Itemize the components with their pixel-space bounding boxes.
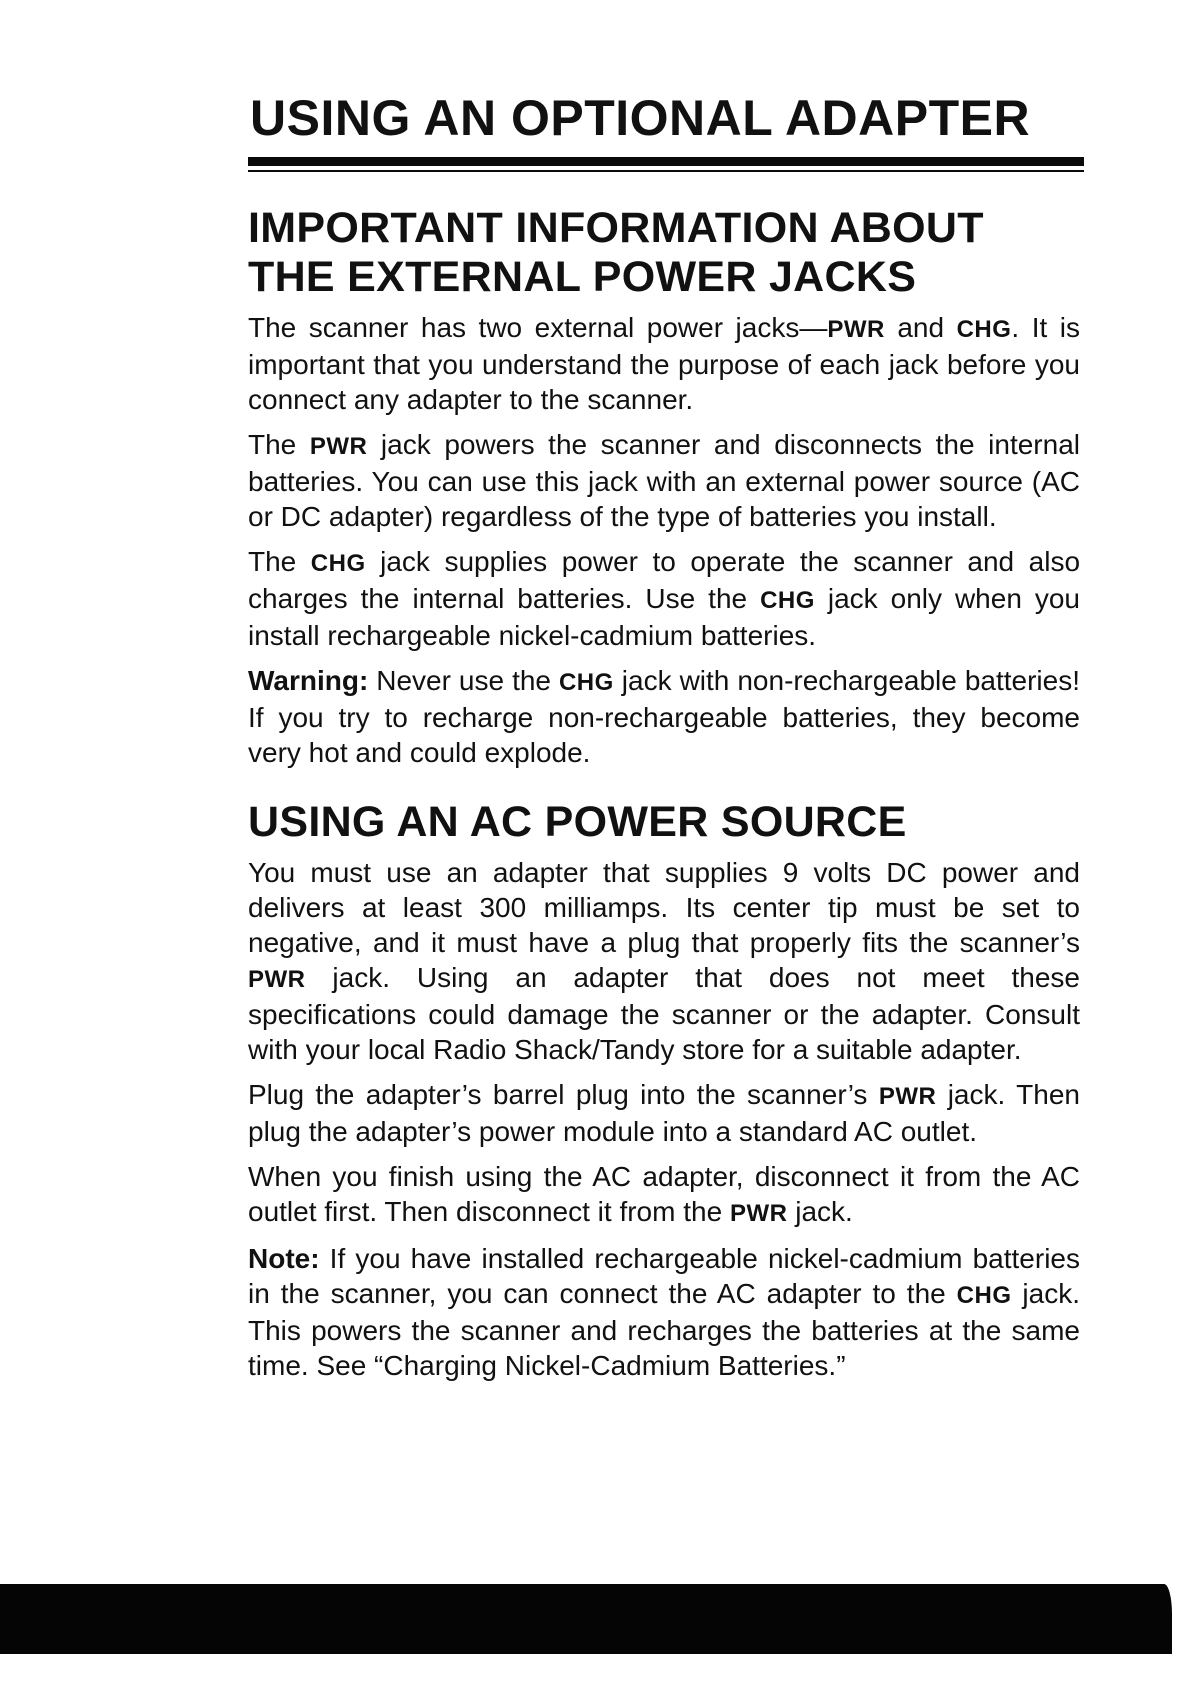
page-content [248, 204, 1080, 1383]
paragraph-disconnect: When you finish using the AC adapter, disconnect it from the AC outlet first. Then disconnect it from the PWR jack. [248, 1161, 1080, 1227]
heading-line-1: IMPORTANT INFORMATION ABOUT [248, 204, 984, 252]
title-rule [248, 157, 1084, 166]
chg-keyword: CHG [558, 669, 614, 696]
page-title: USING AN OPTIONAL ADAPTER [250, 90, 1031, 146]
heading-line-2: THE EXTERNAL POWER JACKS [248, 253, 917, 301]
paragraph-pwr-jack: The PWR jack powers the scanner and disconnects the internal batteries. You can use this jack with an external power source (AC or DC adapter) regardless of the type of batteries you install. [248, 429, 1080, 532]
pwr-keyword: PWR [729, 1200, 788, 1227]
paragraph-plug-adapter: Plug the adapter’s barrel plug into the scanner’s PWR jack. Then plug the adapter’s power module into a standard AC outlet. [248, 1079, 1080, 1147]
pwr-keyword: PWR [309, 433, 368, 460]
title-rule-thin [248, 170, 1084, 172]
warning-label: Warning: [248, 665, 369, 696]
chg-keyword: CHG [956, 316, 1012, 343]
section-heading-ac-power-source: USING AN AC POWER SOURCE [248, 798, 907, 846]
paragraph-warning: Warning: Never use the CHG jack with non-rechargeable batteries! If you try to recharge non-rechargeable batteries, they become very hot and could explode. [248, 665, 1080, 768]
paragraph-chg-jack: The CHG jack supplies power to operate the scanner and also charges the internal batteries. Use the CHG jack only when you install rechargeable nickel-cadmium batteries. [248, 546, 1081, 651]
pwr-keyword: PWR [827, 316, 885, 343]
pwr-keyword: PWR [248, 966, 306, 993]
paragraph-two-jacks: The scanner has two external power jacks—PWR and CHG. It is important that you understand the purpose of each jack before you connect any adapter to the scanner. [248, 312, 1081, 415]
paragraph-note: Note: If you have installed rechargeable nickel-cadmium batteries in the scanner, you can connect the AC adapter to the CHG jack. This powers the scanner and recharges the batteries at the same time. See “Charging Nickel-Cadmium Batteries.” [248, 1243, 1080, 1381]
paragraph-adapter-specs: You must use an adapter that supplies 9 volts DC power and delivers at least 300 milliamps. Its center tip must be set to negative, and it must have a plug that properly fits the scanner’s PWR jack. Using an adapter that does not meet these specifications could damage the scanner or the adapter. Consult with your local Radio Shack/Tandy store for a suitable adapter. [248, 857, 1080, 1065]
section-heading-external-power-jacks [248, 204, 1080, 302]
note-label: Note: [248, 1243, 320, 1274]
chg-keyword: CHG [310, 550, 366, 577]
page-bottom-band [0, 1584, 1172, 1654]
pwr-keyword: PWR [878, 1083, 937, 1110]
chg-keyword: CHG [760, 587, 815, 614]
chg-keyword: CHG [956, 1282, 1012, 1309]
